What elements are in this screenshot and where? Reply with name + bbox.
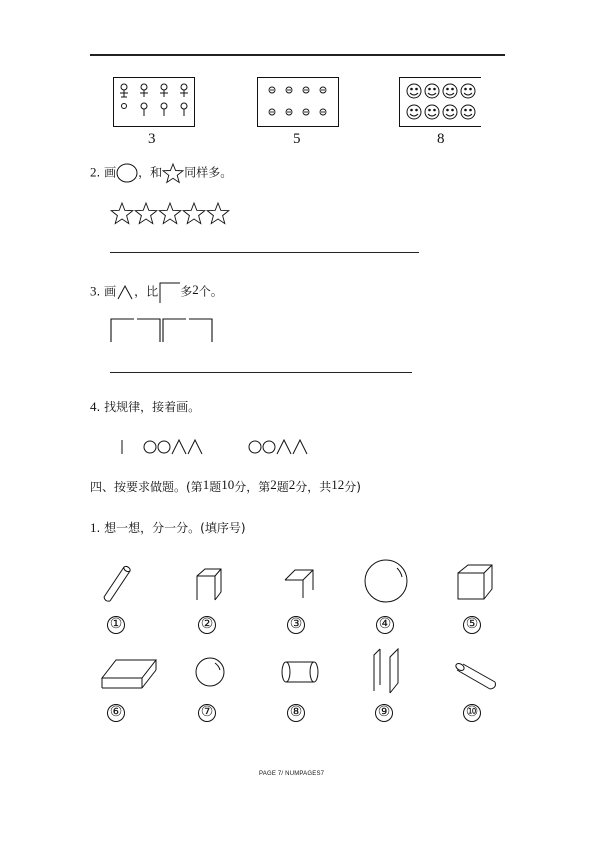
corner-row [110, 318, 216, 344]
star-shape-icon [162, 163, 184, 183]
shape-label-5: ⑤ [463, 616, 481, 634]
person-icon [122, 104, 127, 109]
caret-icon [293, 440, 307, 454]
person-icon [181, 103, 187, 116]
star-icon [159, 203, 181, 224]
circle-icon [144, 441, 156, 453]
person-icon [160, 84, 168, 97]
shape-label-4: ④ [376, 616, 394, 634]
bent-plane-shape-3 [283, 566, 317, 600]
answer-line-q3 [110, 372, 412, 373]
circle-icon [249, 441, 261, 453]
question-text: 找规律，接着画。 [104, 400, 201, 414]
person-icon [141, 103, 147, 116]
can-shape-8 [280, 659, 322, 687]
smiley-icon [407, 105, 421, 119]
question-2: 2. 画 ，和 同样多。 [90, 163, 232, 183]
page-footer: PAGE 7/ NUMPAGES7 [259, 771, 325, 777]
smiley-icon [407, 84, 421, 98]
panel-shape-9 [368, 647, 404, 695]
circle-icon [158, 441, 170, 453]
smiley-icon [461, 105, 475, 119]
sphere-shape-4 [363, 558, 409, 604]
shape-label-10: ⑩ [463, 704, 481, 722]
answer-line-q2 [110, 252, 419, 253]
smiley-icon [425, 105, 439, 119]
tube-shape-10 [454, 659, 498, 693]
caret-icon [277, 440, 291, 454]
question-text: 想一想，分一分。(填序号) [104, 521, 246, 535]
picture-box-dots [257, 77, 339, 127]
picture-box-people [113, 77, 195, 127]
open-box-shape-2 [193, 566, 227, 602]
flat-box-shape-6 [100, 656, 158, 690]
shape-label-3: ③ [287, 616, 305, 634]
shape-label-7: ⑦ [198, 704, 216, 722]
question-number: 3 [90, 283, 97, 299]
caret-shape-icon [116, 283, 134, 301]
person-icon [120, 84, 128, 97]
corner-icon [137, 319, 160, 342]
box-count-label-1: 3 [148, 131, 156, 147]
smiley-icon [443, 84, 457, 98]
question-number: 4 [90, 399, 97, 414]
caret-icon [172, 440, 186, 454]
question-text: 画 [104, 165, 117, 180]
question-s4-1: 1. 想一想，分一分。(填序号) [90, 520, 246, 535]
header-rule [90, 54, 505, 56]
star-icon [135, 203, 157, 224]
cylinder-rod-shape-1 [100, 563, 136, 603]
caret-icon [188, 440, 202, 454]
dot-icons [258, 78, 338, 126]
person-icon [161, 103, 167, 116]
corner-icon [163, 319, 186, 342]
ball-shape-7 [193, 655, 227, 689]
person-icon [140, 84, 148, 97]
smiley-icon [425, 84, 439, 98]
shape-label-6: ⑥ [107, 704, 125, 722]
cube-shape-5 [455, 562, 495, 602]
person-icon [180, 84, 188, 97]
picture-box-smileys [399, 77, 481, 127]
smiley-icons [400, 78, 482, 126]
question-3: 3. 画 ，比 多2个。 [90, 281, 223, 303]
star-icon [183, 203, 205, 224]
circle-icon [263, 441, 275, 453]
question-number: 2 [90, 164, 97, 180]
shape-label-2: ② [198, 616, 216, 634]
question-number: 1 [90, 520, 97, 535]
corner-icon [189, 319, 212, 342]
question-text: 画 [104, 284, 117, 299]
star-icon [111, 203, 133, 224]
smiley-icon [461, 84, 475, 98]
question-4: 4. 找规律，接着画。 [90, 399, 201, 414]
corner-icon [111, 319, 134, 342]
box-count-label-3: 8 [437, 131, 445, 147]
shape-label-9: ⑨ [375, 704, 393, 722]
corner-shape-icon [158, 281, 180, 303]
shape-label-1: ① [107, 616, 125, 634]
smiley-icon [443, 105, 457, 119]
shape-label-8: ⑧ [287, 704, 305, 722]
section-4-heading: 四、按要求做题。(第1题10分，第2题2分，共12分) [90, 477, 361, 494]
box-count-label-2: 5 [293, 131, 301, 147]
people-icons [114, 78, 194, 126]
star-icon [207, 203, 229, 224]
circle-shape-icon [116, 163, 138, 183]
star-row [110, 202, 236, 226]
pattern-sequence [118, 437, 318, 457]
